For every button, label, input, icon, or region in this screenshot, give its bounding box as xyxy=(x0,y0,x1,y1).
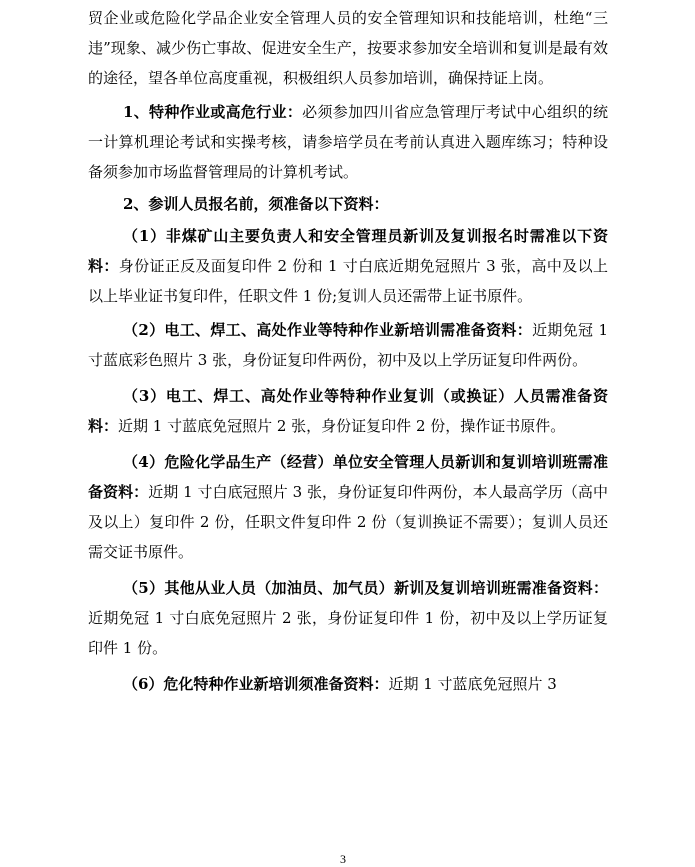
section-2-heading-paragraph xyxy=(88,189,608,219)
list-item-heading: （6）危化特种作业新培训须准备资料： xyxy=(123,675,389,693)
list-item-heading: （1）非煤矿山主要负责人和安全管理员新训及复训报名时需准以下资料： xyxy=(88,227,608,275)
intro-paragraph xyxy=(88,3,608,93)
list-item-heading: （4）危险化学品生产（经营）单位安全管理人员新训和复训培训班需准备资料： xyxy=(88,453,608,501)
list-item-text: 近期免冠 1 寸白底免冠照片 2 张，身份证复印件 1 份，初中及以上学历证复印件 1 份。 xyxy=(88,609,608,657)
section-2-heading: 2、参训人员报名前，须准备以下资料： xyxy=(123,195,389,213)
list-item-text: 近期 1 寸蓝底免冠照片 2 张，身份证复印件 2 份，操作证书原件。 xyxy=(118,417,566,435)
list-item xyxy=(88,447,608,567)
list-item xyxy=(88,381,608,441)
list-item xyxy=(88,669,608,699)
list-item-text: 近期免冠 1 寸蓝底彩色照片 3 张，身份证复印件两份，初中及以上学历证复印件两份。 xyxy=(88,321,608,369)
list-item-heading: （2）电工、焊工、高处作业等特种作业新培训需准备资料： xyxy=(123,321,533,339)
document-page xyxy=(88,0,608,699)
page-number: 3 xyxy=(340,852,346,866)
list-item-text: 身份证正反及面复印件 2 份和 1 寸白底近期免冠照片 3 张，高中及以上以上毕业证书复印件，任职文件 1 份;复训人员还需带上证书原件。 xyxy=(88,257,608,305)
list-item-text: 近期 1 寸白底冠照片 3 张，身份证复印件两份，本人最高学历（高中及以上）复印件 2 份，任职文件复印件 2 份（复训换证不需要）；复训人员还需交证书原件。 xyxy=(88,483,608,561)
section-1-paragraph xyxy=(88,97,608,187)
list-item xyxy=(88,315,608,375)
list-item-text: 近期 1 寸蓝底免冠照片 3 xyxy=(388,675,557,693)
list-item-heading: （3）电工、焊工、高处作业等特种作业复训（或换证）人员需准备资料： xyxy=(88,387,608,435)
section-1-text: 必须参加四川省应急管理厅考试中心组织的统一计算机理论考试和实操考核，请参培学员在考前认真进入题库练习；特种设备须参加市场监督管理局的计算机考试。 xyxy=(88,103,608,181)
intro-text: 贸企业或危险化学品企业安全管理人员的安全管理知识和技能培训，杜绝“三违”现象、减少伤亡事故、促进安全生产，按要求参加安全培训和复训是最有效的途径，望各单位高度重视，积极组织人员参加培训，确保持证上岗。 xyxy=(88,9,608,87)
section-1-heading: 1、特种作业或高危行业： xyxy=(123,103,303,121)
list-item xyxy=(88,573,608,663)
list-item-heading: （5）其他从业人员（加油员、加气员）新训及复训培训班需准备资料： xyxy=(123,579,608,597)
list-item xyxy=(88,221,608,311)
